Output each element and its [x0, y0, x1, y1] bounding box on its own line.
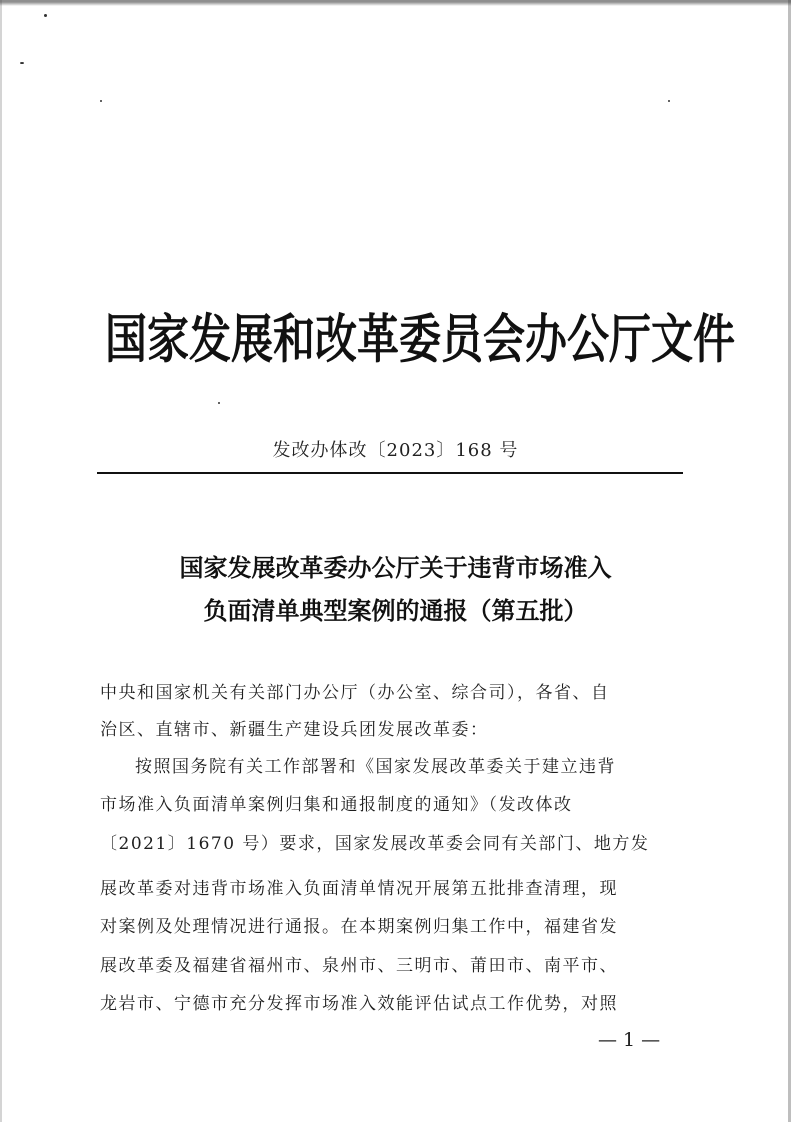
body-line: 中央和国家机关有关部门办公厅（办公室、综合司），各省、自	[100, 683, 610, 703]
body-line: 对案例及处理情况进行通报。在本期案例归集工作中，福建省发	[100, 917, 618, 937]
issuer-header: 国家发展和改革委员会办公厅文件	[105, 308, 736, 370]
body-line: 展改革委对违背市场准入负面清单情况开展第五批排查清理，现	[100, 879, 618, 899]
scan-edge-top	[0, 0, 791, 6]
scan-speck	[100, 100, 102, 102]
notice-title-line-2: 负面清单典型案例的通报（第五批）	[203, 597, 588, 625]
notice-title-line-1: 国家发展改革委办公厅关于违背市场准入	[179, 554, 612, 582]
scan-speck	[218, 402, 220, 404]
body-line: 〔2021〕1670 号）要求，国家发展改革委会同有关部门、地方发	[100, 834, 650, 854]
document-number: 发改办体改〔2023〕168 号	[272, 440, 519, 461]
body-line: 市场准入负面清单案例归集和通报制度的通知》（发改体改	[100, 795, 573, 815]
body-line: 治区、直辖市、新疆生产建设兵团发展改革委：	[100, 720, 489, 740]
page-number: — 1 —	[598, 1029, 661, 1051]
body-line: 龙岩市、宁德市充分发挥市场准入效能评估试点工作优势，对照	[100, 994, 618, 1014]
body-line: 按照国务院有关工作部署和《国家发展改革委关于建立违背	[135, 757, 616, 777]
body-line: 展改革委及福建省福州市、泉州市、三明市、莆田市、南平市、	[100, 956, 618, 976]
scan-speck	[44, 14, 47, 17]
scan-speck	[20, 62, 24, 64]
header-divider	[97, 472, 683, 474]
scan-speck	[668, 100, 670, 102]
